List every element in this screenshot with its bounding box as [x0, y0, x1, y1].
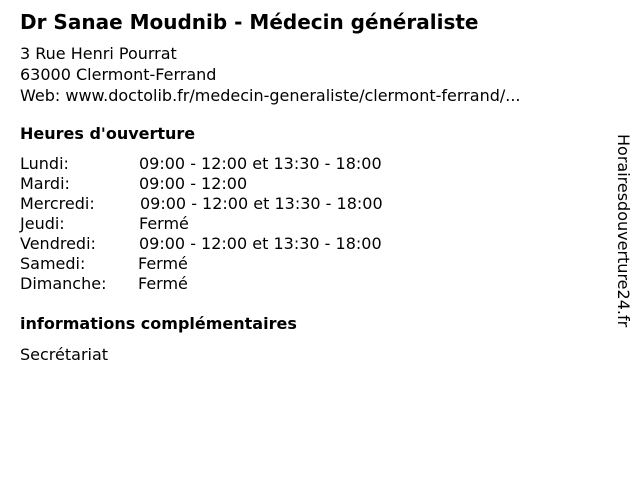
day-label: Mercredi: [20, 194, 95, 213]
day-label: Vendredi: [20, 234, 96, 253]
hours-value: Fermé [138, 274, 188, 293]
address-block [20, 43, 521, 106]
page-title: Dr Sanae Moudnib - Médecin généraliste [20, 10, 479, 34]
website-line[interactable]: Web: www.doctolib.fr/medecin-generaliste/clermont-ferrand/... [20, 86, 521, 105]
site-brand-vertical: Horairesdouverture24.fr [614, 134, 633, 328]
hours-value: 09:00 - 12:00 [139, 174, 248, 193]
day-label: Lundi: [20, 154, 69, 173]
day-label: Samedi: [20, 254, 86, 273]
address-street: 3 Rue Henri Pourrat [20, 44, 177, 63]
additional-info-text: Secrétariat [20, 345, 109, 364]
address-city: 63000 Clermont-Ferrand [20, 65, 217, 84]
additional-info-heading: informations complémentaires [20, 314, 297, 333]
hours-value: 09:00 - 12:00 et 13:30 - 18:00 [139, 234, 382, 253]
hours-value: Fermé [138, 254, 188, 273]
day-label: Mardi: [20, 174, 70, 193]
hours-value: Fermé [139, 214, 189, 233]
opening-hours-heading: Heures d'ouverture [20, 124, 196, 143]
day-label: Jeudi: [20, 214, 65, 233]
hours-value: 09:00 - 12:00 et 13:30 - 18:00 [140, 194, 383, 213]
hours-value: 09:00 - 12:00 et 13:30 - 18:00 [139, 154, 382, 173]
day-label: Dimanche: [20, 274, 107, 293]
